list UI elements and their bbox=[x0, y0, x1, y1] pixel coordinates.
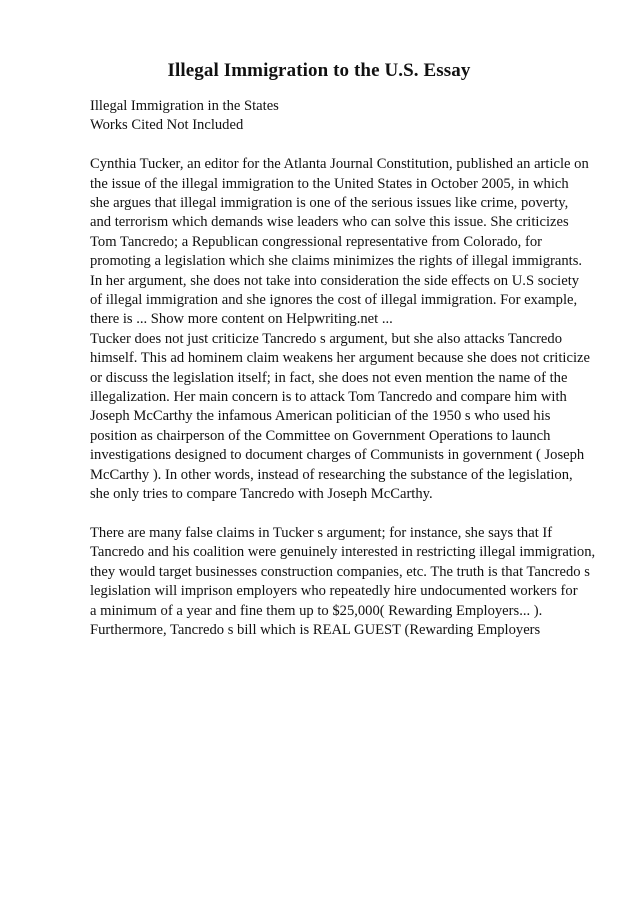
text-line: and terrorism which demands wise leaders who can solve this issue. She criticizes bbox=[90, 214, 569, 231]
text-line: of illegal immigration and she ignores the cost of illegal immigration. For example, bbox=[90, 292, 578, 309]
text-line: Tom Tancredo; a Republican congressional representative from Colorado, for bbox=[90, 233, 542, 250]
text-line: Tancredo and his coalition were genuinely interested in restricting illegal immigration, bbox=[90, 544, 596, 561]
paragraph-1 bbox=[90, 155, 630, 504]
text-line: position as chairperson of the Committee on Government Operations to launch bbox=[90, 427, 551, 444]
text-line: In her argument, she does not take into consideration the side effects on U.S society bbox=[90, 272, 580, 289]
text-line: she argues that illegal immigration is one of the serious issues like crime, poverty, bbox=[90, 195, 569, 212]
header-line: Works Cited Not Included bbox=[90, 117, 244, 134]
text-line: McCarthy ). In other words, instead of researching the substance of the legislation, bbox=[90, 466, 573, 483]
text-line: promoting a legislation which she claims minimizes the rights of illegal immigrants. bbox=[90, 253, 583, 270]
text-line: the issue of the illegal immigration to the United States in October 2005, in which bbox=[90, 175, 569, 192]
text-line: Furthermore, Tancredo s bill which is REAL GUEST (Rewarding Employers bbox=[90, 621, 541, 638]
text-line: or discuss the legislation itself; in fact, she does not even mention the name of the bbox=[90, 369, 568, 386]
text-line: legislation will imprison employers who repeatedly hire undocumented workers for bbox=[90, 583, 578, 600]
text-line: Joseph McCarthy the infamous American politician of the 1950 s who used his bbox=[90, 408, 551, 425]
text-line: they would target businesses construction companies, etc. The truth is that Tancredo s bbox=[90, 563, 590, 580]
text-line: she only tries to compare Tancredo with Joseph McCarthy. bbox=[90, 486, 433, 503]
paragraph-2 bbox=[90, 524, 630, 640]
paragraph-gap bbox=[90, 505, 630, 524]
paragraph-gap bbox=[90, 136, 630, 155]
header-line: Illegal Immigration in the States bbox=[90, 98, 279, 114]
text-line: illegalization. Her main concern is to attack Tom Tancredo and compare him with bbox=[90, 389, 567, 406]
text-line: himself. This ad hominem claim weakens her argument because she does not criticize bbox=[90, 350, 590, 367]
show-more-line: there is ... Show more content on Helpwriting.net ... bbox=[90, 311, 393, 328]
document-body bbox=[90, 97, 630, 640]
text-line: Cynthia Tucker, an editor for the Atlanta Journal Constitution, published an article on bbox=[90, 156, 589, 173]
text-line: a minimum of a year and fine them up to $25,000( Rewarding Employers... ). bbox=[90, 602, 543, 619]
text-line: investigations designed to document charges of Communists in government ( Joseph bbox=[90, 447, 585, 464]
text-line: There are many false claims in Tucker s argument; for instance, she says that If bbox=[90, 524, 553, 541]
text-line: Tucker does not just criticize Tancredo s argument, but she also attacks Tancredo bbox=[90, 330, 562, 347]
document-title: Illegal Immigration to the U.S. Essay bbox=[167, 60, 471, 81]
